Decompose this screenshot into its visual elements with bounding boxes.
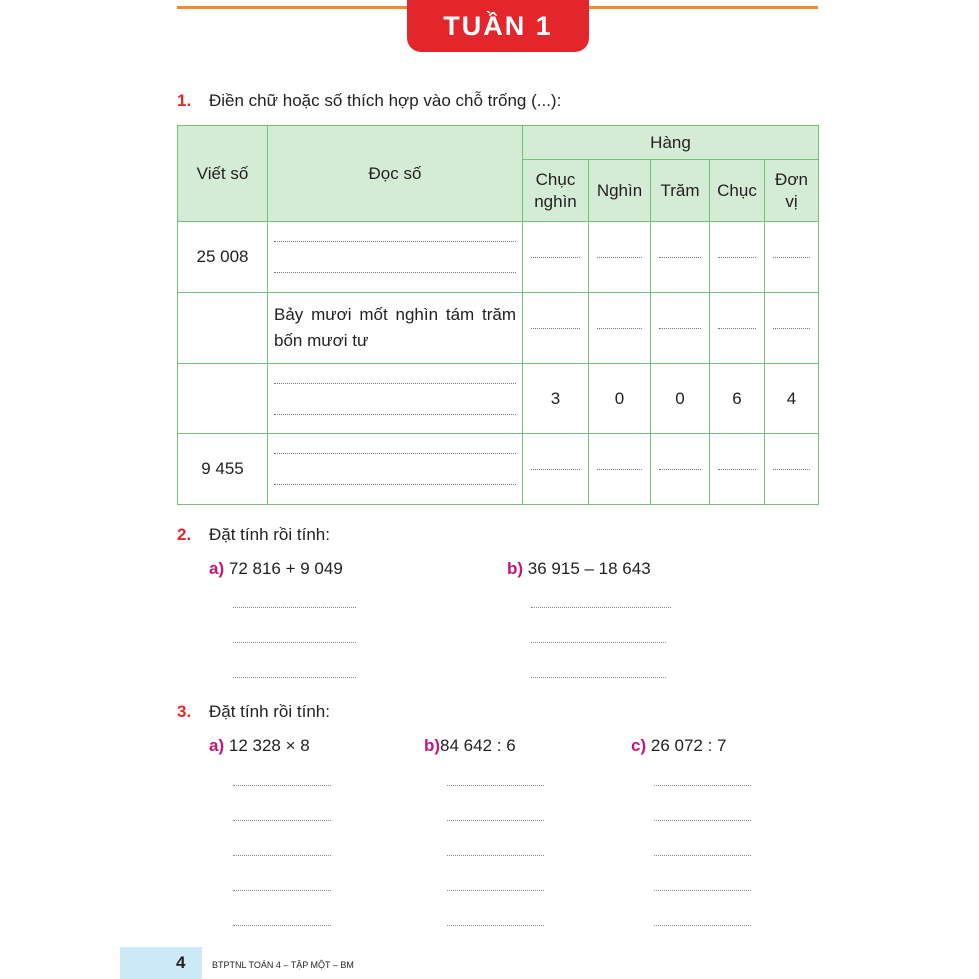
question-number: 3. xyxy=(177,702,192,721)
header-ten-thousands: Chục nghìn xyxy=(523,160,589,222)
q2-part-a xyxy=(209,559,343,579)
q3-part-a xyxy=(209,736,310,756)
table-row xyxy=(178,364,819,434)
answer-line[interactable] xyxy=(654,785,751,786)
read-blank[interactable] xyxy=(268,434,523,505)
digit-blank[interactable] xyxy=(589,434,651,505)
answer-line[interactable] xyxy=(654,855,751,856)
read-blank[interactable] xyxy=(268,222,523,293)
question-1 xyxy=(177,91,561,111)
digit-blank[interactable] xyxy=(651,293,710,364)
digit-blank[interactable] xyxy=(523,293,589,364)
book-title: BTPTNL TOÁN 4 – TẬP MỘT – BM xyxy=(212,960,354,970)
answer-line[interactable] xyxy=(233,677,356,678)
question-prompt: Đặt tính rồi tính: xyxy=(209,702,330,721)
expression: 26 072 : 7 xyxy=(650,736,727,755)
answer-line[interactable] xyxy=(447,785,544,786)
header-write: Viết số xyxy=(178,126,268,222)
read-blank[interactable] xyxy=(268,364,523,434)
header-tens: Chục xyxy=(710,160,765,222)
answer-line[interactable] xyxy=(531,607,671,608)
answer-line[interactable] xyxy=(233,925,331,926)
exercise-table xyxy=(177,125,819,505)
digit-value: 6 xyxy=(710,364,765,434)
digit-value: 0 xyxy=(589,364,651,434)
answer-line[interactable] xyxy=(447,890,544,891)
digit-blank[interactable] xyxy=(523,434,589,505)
digit-blank[interactable] xyxy=(710,293,765,364)
written-number: 25 008 xyxy=(178,222,268,293)
expression: 72 816 + 9 049 xyxy=(228,559,343,578)
answer-line[interactable] xyxy=(447,820,544,821)
digit-blank[interactable] xyxy=(765,222,819,293)
digit-blank[interactable] xyxy=(765,434,819,505)
answer-line[interactable] xyxy=(654,925,751,926)
digit-blank[interactable] xyxy=(710,434,765,505)
part-label: a) xyxy=(209,736,225,755)
part-label: b) xyxy=(507,559,524,578)
table-row xyxy=(178,222,819,293)
digit-value: 3 xyxy=(523,364,589,434)
answer-line[interactable] xyxy=(233,785,331,786)
digit-blank[interactable] xyxy=(765,293,819,364)
part-label: a) xyxy=(209,559,225,578)
answer-line[interactable] xyxy=(447,925,544,926)
header-hundreds: Trăm xyxy=(651,160,710,222)
digit-blank[interactable] xyxy=(651,434,710,505)
answer-line[interactable] xyxy=(233,855,331,856)
written-blank[interactable] xyxy=(178,293,268,364)
read-text: Bảy mươi mốt nghìn tám trăm bốn mươi tư xyxy=(268,293,523,364)
question-number: 1. xyxy=(177,91,192,110)
digit-value: 4 xyxy=(765,364,819,434)
answer-line[interactable] xyxy=(233,607,356,608)
digit-blank[interactable] xyxy=(651,222,710,293)
part-label: c) xyxy=(631,736,647,755)
expression: 12 328 × 8 xyxy=(228,736,310,755)
answer-line[interactable] xyxy=(233,820,331,821)
week-badge: TUẦN 1 xyxy=(407,0,589,52)
page-number: 4 xyxy=(176,953,186,972)
written-number: 9 455 xyxy=(178,434,268,505)
answer-line[interactable] xyxy=(531,677,666,678)
answer-line[interactable] xyxy=(233,642,356,643)
question-prompt: Đặt tính rồi tính: xyxy=(209,525,330,544)
digit-blank[interactable] xyxy=(710,222,765,293)
part-label: b) xyxy=(424,736,441,755)
expression: 36 915 – 18 643 xyxy=(527,559,651,578)
digit-blank[interactable] xyxy=(589,222,651,293)
question-2 xyxy=(177,525,330,545)
answer-line[interactable] xyxy=(447,855,544,856)
footer-bar xyxy=(120,947,202,979)
answer-line[interactable] xyxy=(233,890,331,891)
answer-line[interactable] xyxy=(531,642,666,643)
expression: 84 642 : 6 xyxy=(440,736,516,755)
written-blank[interactable] xyxy=(178,364,268,434)
q2-part-b xyxy=(507,559,651,579)
answer-line[interactable] xyxy=(654,820,751,821)
table-row xyxy=(178,434,819,505)
question-3 xyxy=(177,702,330,722)
header-read: Đọc số xyxy=(268,126,523,222)
q3-part-b xyxy=(424,736,516,756)
header-thousands: Nghìn xyxy=(589,160,651,222)
digit-value: 0 xyxy=(651,364,710,434)
answer-line[interactable] xyxy=(654,890,751,891)
question-number: 2. xyxy=(177,525,192,544)
digit-blank[interactable] xyxy=(523,222,589,293)
question-prompt: Điền chữ hoặc số thích hợp vào chỗ trống (...): xyxy=(209,91,562,110)
header-place: Hàng xyxy=(523,126,819,160)
header-units: Đơn vị xyxy=(765,160,819,222)
digit-blank[interactable] xyxy=(589,293,651,364)
q3-part-c xyxy=(631,736,726,756)
table-row xyxy=(178,293,819,364)
